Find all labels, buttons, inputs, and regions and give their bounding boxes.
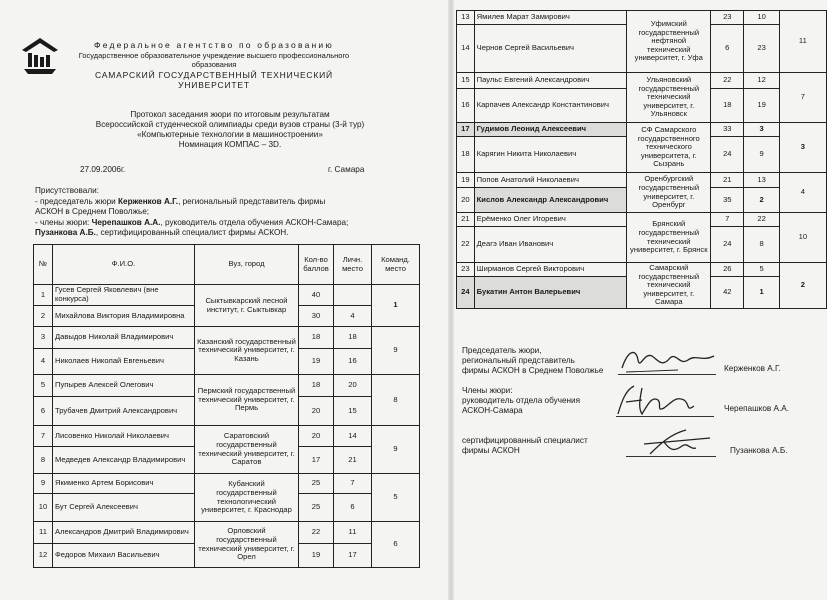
row-university: Уфимский государственный нефтяной технический университет, г. Уфа xyxy=(627,11,711,73)
row-num: 10 xyxy=(34,494,53,522)
member-name: Черепашков А.А. xyxy=(91,217,161,227)
row-place: 4 xyxy=(334,306,372,327)
table-row xyxy=(34,375,420,397)
row-name: Ширманов Сергей Викторович xyxy=(474,263,627,277)
row-num: 11 xyxy=(34,522,53,544)
row-num: 13 xyxy=(457,11,475,25)
row-place: 2 xyxy=(744,188,779,213)
university-name: САМАРСКИЙ ГОСУДАРСТВЕННЫЙ ТЕХНИЧЕСКИЙ УНИВЕРСИТЕТ xyxy=(95,70,333,90)
row-score: 18 xyxy=(299,375,334,397)
title-line: «Компьютерные технологии в машиностроении» xyxy=(137,130,323,139)
row-name: Гудимов Леонид Алексеевич xyxy=(474,123,627,137)
row-team-place: 9 xyxy=(372,327,420,375)
row-score: 22 xyxy=(299,522,334,544)
row-name: Деагэ Иван Иванович xyxy=(474,227,627,263)
row-name: Лисовенко Николай Николаевич xyxy=(53,426,195,447)
signature-role: сертифицированный специалист xyxy=(462,436,588,445)
row-place: 10 xyxy=(744,11,779,25)
row-place: 20 xyxy=(334,375,372,397)
row-team-place: 11 xyxy=(779,11,826,73)
table-row xyxy=(34,426,420,447)
row-team-place: 7 xyxy=(779,73,826,123)
row-name: Михайлова Виктория Владимировна xyxy=(53,306,195,327)
row-team-place: 10 xyxy=(779,213,826,263)
row-place: 23 xyxy=(744,25,779,73)
row-name: Гусев Сергей Яковлевич (вне конкурса) xyxy=(53,285,195,306)
row-score: 7 xyxy=(711,213,744,227)
table-row xyxy=(457,73,827,89)
chair-line xyxy=(35,197,435,208)
label: - председатель жюри xyxy=(35,196,116,206)
col-university: Вуз, город xyxy=(195,245,299,285)
row-num: 3 xyxy=(34,327,53,349)
row-name: Ямилев Марат Замирович xyxy=(474,11,627,25)
row-place xyxy=(334,285,372,306)
title-line: Всероссийской студенческой олимпиады среди вузов страны (3-й тур) xyxy=(95,120,365,129)
row-place: 3 xyxy=(744,123,779,137)
row-num: 14 xyxy=(457,25,475,73)
row-team-place: 4 xyxy=(779,173,826,213)
table-row xyxy=(34,285,420,306)
chair-name: Керженков А.Г. xyxy=(724,364,781,373)
row-place: 16 xyxy=(334,349,372,375)
member-name: Черепашков А.А. xyxy=(724,404,789,413)
row-num: 20 xyxy=(457,188,475,213)
row-num: 16 xyxy=(457,89,475,123)
specialist-name: Пузанкова А.Б. xyxy=(730,446,788,455)
row-score: 26 xyxy=(711,263,744,277)
label: , руководитель отдела обучения АСКОН-Самара; xyxy=(160,217,349,227)
row-name: Александров Дмитрий Владимирович xyxy=(53,522,195,544)
chair-line-2: АСКОН в Среднем Поволжье; xyxy=(35,207,150,216)
row-num: 9 xyxy=(34,474,53,494)
row-name: Бут Сергей Алексеевич xyxy=(53,494,195,522)
table-row xyxy=(457,263,827,277)
results-table-right xyxy=(456,10,827,309)
protocol-date: 27.09.2006г. xyxy=(80,165,126,174)
row-place: 1 xyxy=(744,277,779,309)
row-score: 18 xyxy=(299,327,334,349)
row-num: 4 xyxy=(34,349,53,375)
row-num: 12 xyxy=(34,544,53,568)
row-num: 1 xyxy=(34,285,53,306)
row-place: 21 xyxy=(334,447,372,474)
row-num: 7 xyxy=(34,426,53,447)
row-num: 24 xyxy=(457,277,475,309)
row-university: Оренбургский государственный университет, г. Оренбург xyxy=(627,173,711,213)
row-name: Букатин Антон Валерьевич xyxy=(474,277,627,309)
title-line: Номинация КОМПАС – 3D. xyxy=(178,140,282,149)
row-university: Кубанский государственный технологический университет, г. Краснодар xyxy=(195,474,299,522)
member-signature-icon xyxy=(612,382,722,418)
row-university: Самарский государственный технический университет, г. Самара xyxy=(627,263,711,309)
row-score: 22 xyxy=(711,73,744,89)
row-place: 7 xyxy=(334,474,372,494)
label: , сертифицированный специалист фирмы АСКОН. xyxy=(95,228,289,237)
row-university: Казанский государственный технический университет, г. Казань xyxy=(195,327,299,375)
chair-signature-icon xyxy=(618,346,718,376)
row-score: 21 xyxy=(711,173,744,188)
row-score: 30 xyxy=(299,306,334,327)
row-num: 15 xyxy=(457,73,475,89)
member2-line xyxy=(35,228,435,239)
row-university: Сыктывкарский лесной институт, г. Сыктывкар xyxy=(195,285,299,327)
attendees xyxy=(35,186,435,239)
row-place: 6 xyxy=(334,494,372,522)
university-logo-icon xyxy=(20,36,60,76)
row-team-place: 6 xyxy=(372,522,420,568)
row-num: 8 xyxy=(34,447,53,474)
row-place: 19 xyxy=(744,89,779,123)
col-score: Кол-во баллов xyxy=(299,245,334,285)
table-row xyxy=(34,327,420,349)
col-personal-place: Личн. место xyxy=(334,245,372,285)
row-place: 9 xyxy=(744,137,779,173)
row-score: 23 xyxy=(711,11,744,25)
table-row xyxy=(457,173,827,188)
signature-line xyxy=(626,456,716,457)
signature-role: Члены жюри: xyxy=(462,386,513,395)
row-place: 11 xyxy=(334,522,372,544)
protocol-title xyxy=(60,110,400,150)
row-team-place: 9 xyxy=(372,426,420,474)
specialist-signature-icon xyxy=(640,424,720,460)
row-team-place: 3 xyxy=(779,123,826,173)
institution-name: Государственное образовательное учреждение высшего профессионального образования xyxy=(78,51,350,69)
row-name: Давыдов Николай Владимирович xyxy=(53,327,195,349)
row-team-place: 1 xyxy=(372,285,420,327)
row-place: 5 xyxy=(744,263,779,277)
row-place: 18 xyxy=(334,327,372,349)
row-score: 24 xyxy=(711,227,744,263)
table-row xyxy=(457,11,827,25)
row-name: Чернов Сергей Васильевич xyxy=(474,25,627,73)
member-line xyxy=(35,218,435,229)
row-place: 15 xyxy=(334,397,372,426)
row-num: 18 xyxy=(457,137,475,173)
protocol-city: г. Самара xyxy=(328,165,365,174)
chair-name: Керженков А.Г. xyxy=(118,196,179,206)
row-score: 24 xyxy=(711,137,744,173)
row-score: 42 xyxy=(711,277,744,309)
row-university: Ульяновский государственный технический университет, г. Ульяновск xyxy=(627,73,711,123)
row-name: Карягин Никита Николаевич xyxy=(474,137,627,173)
row-place: 22 xyxy=(744,213,779,227)
col-team-place: Команд. место xyxy=(372,245,420,285)
row-university: Саратовский государственный технический университет, г. Саратов xyxy=(195,426,299,474)
table-row xyxy=(34,522,420,544)
row-score: 19 xyxy=(299,349,334,375)
row-name: Медведев Александр Владимирович xyxy=(53,447,195,474)
specialist-signature-block xyxy=(462,436,588,456)
signature-line xyxy=(618,374,716,375)
row-name: Якименко Артем Борисович xyxy=(53,474,195,494)
row-university: Орловский государственный технический университет, г. Орел xyxy=(195,522,299,568)
col-name: Ф.И.О. xyxy=(53,245,195,285)
row-name: Трубачев Дмитрий Александрович xyxy=(53,397,195,426)
row-score: 18 xyxy=(711,89,744,123)
signature-role: Председатель жюри, xyxy=(462,346,542,355)
row-university: Брянский государственный технический университет, г. Брянск xyxy=(627,213,711,263)
row-num: 22 xyxy=(457,227,475,263)
row-num: 19 xyxy=(457,173,475,188)
row-num: 6 xyxy=(34,397,53,426)
row-name: Карпачев Александр Константинович xyxy=(474,89,627,123)
row-score: 6 xyxy=(711,25,744,73)
signature-role: АСКОН-Самара xyxy=(462,406,523,415)
table-row xyxy=(457,123,827,137)
row-name: Попов Анатолий Николаевич xyxy=(474,173,627,188)
signature-role: фирмы АСКОН xyxy=(462,446,520,455)
row-num: 5 xyxy=(34,375,53,397)
agency-name: Федеральное агентство по образованию xyxy=(94,40,334,50)
row-name: Ерёменко Олег Игоревич xyxy=(474,213,627,227)
row-num: 17 xyxy=(457,123,475,137)
row-num: 23 xyxy=(457,263,475,277)
row-place: 13 xyxy=(744,173,779,188)
attendees-heading: Присутствовали: xyxy=(35,186,99,195)
row-score: 40 xyxy=(299,285,334,306)
row-team-place: 5 xyxy=(372,474,420,522)
row-num: 2 xyxy=(34,306,53,327)
row-university: Пермский государственный технический университет, г. Пермь xyxy=(195,375,299,426)
page-fold xyxy=(448,0,454,600)
label: - члены жюри: xyxy=(35,217,90,227)
row-place: 8 xyxy=(744,227,779,263)
members-signature-block xyxy=(462,386,580,416)
row-name: Федоров Михаил Васильевич xyxy=(53,544,195,568)
row-name: Паульс Евгений Александрович xyxy=(474,73,627,89)
row-num: 21 xyxy=(457,213,475,227)
label: , региональный представитель фирмы xyxy=(178,196,326,206)
row-score: 33 xyxy=(711,123,744,137)
row-score: 17 xyxy=(299,447,334,474)
table-row xyxy=(34,474,420,494)
row-score: 19 xyxy=(299,544,334,568)
row-team-place: 2 xyxy=(779,263,826,309)
signature-role: руководитель отдела обучения xyxy=(462,396,581,405)
row-university: СФ Самарского государственного технического университета, г. Сызрань xyxy=(627,123,711,173)
table-row xyxy=(457,213,827,227)
row-score: 35 xyxy=(711,188,744,213)
letterhead xyxy=(64,40,364,90)
col-num: № xyxy=(34,245,53,285)
results-table-left xyxy=(33,244,420,568)
row-place: 12 xyxy=(744,73,779,89)
row-name: Кислов Александр Александрович xyxy=(474,188,627,213)
row-score: 25 xyxy=(299,474,334,494)
signature-role: региональный представитель xyxy=(462,356,575,365)
row-team-place: 8 xyxy=(372,375,420,426)
row-name: Пупырев Алексей Олегович xyxy=(53,375,195,397)
row-score: 25 xyxy=(299,494,334,522)
row-place: 17 xyxy=(334,544,372,568)
row-score: 20 xyxy=(299,397,334,426)
member2-name: Пузанкова А.Б. xyxy=(35,228,96,237)
row-name: Николаев Николай Евгеньевич xyxy=(53,349,195,375)
row-score: 20 xyxy=(299,426,334,447)
row-place: 14 xyxy=(334,426,372,447)
title-line: Протокол заседания жюри по итоговым результатам xyxy=(130,110,330,119)
signature-role: фирмы АСКОН в Среднем Поволжье xyxy=(462,366,604,375)
signature-line xyxy=(616,416,714,417)
chair-signature-block xyxy=(462,346,603,376)
